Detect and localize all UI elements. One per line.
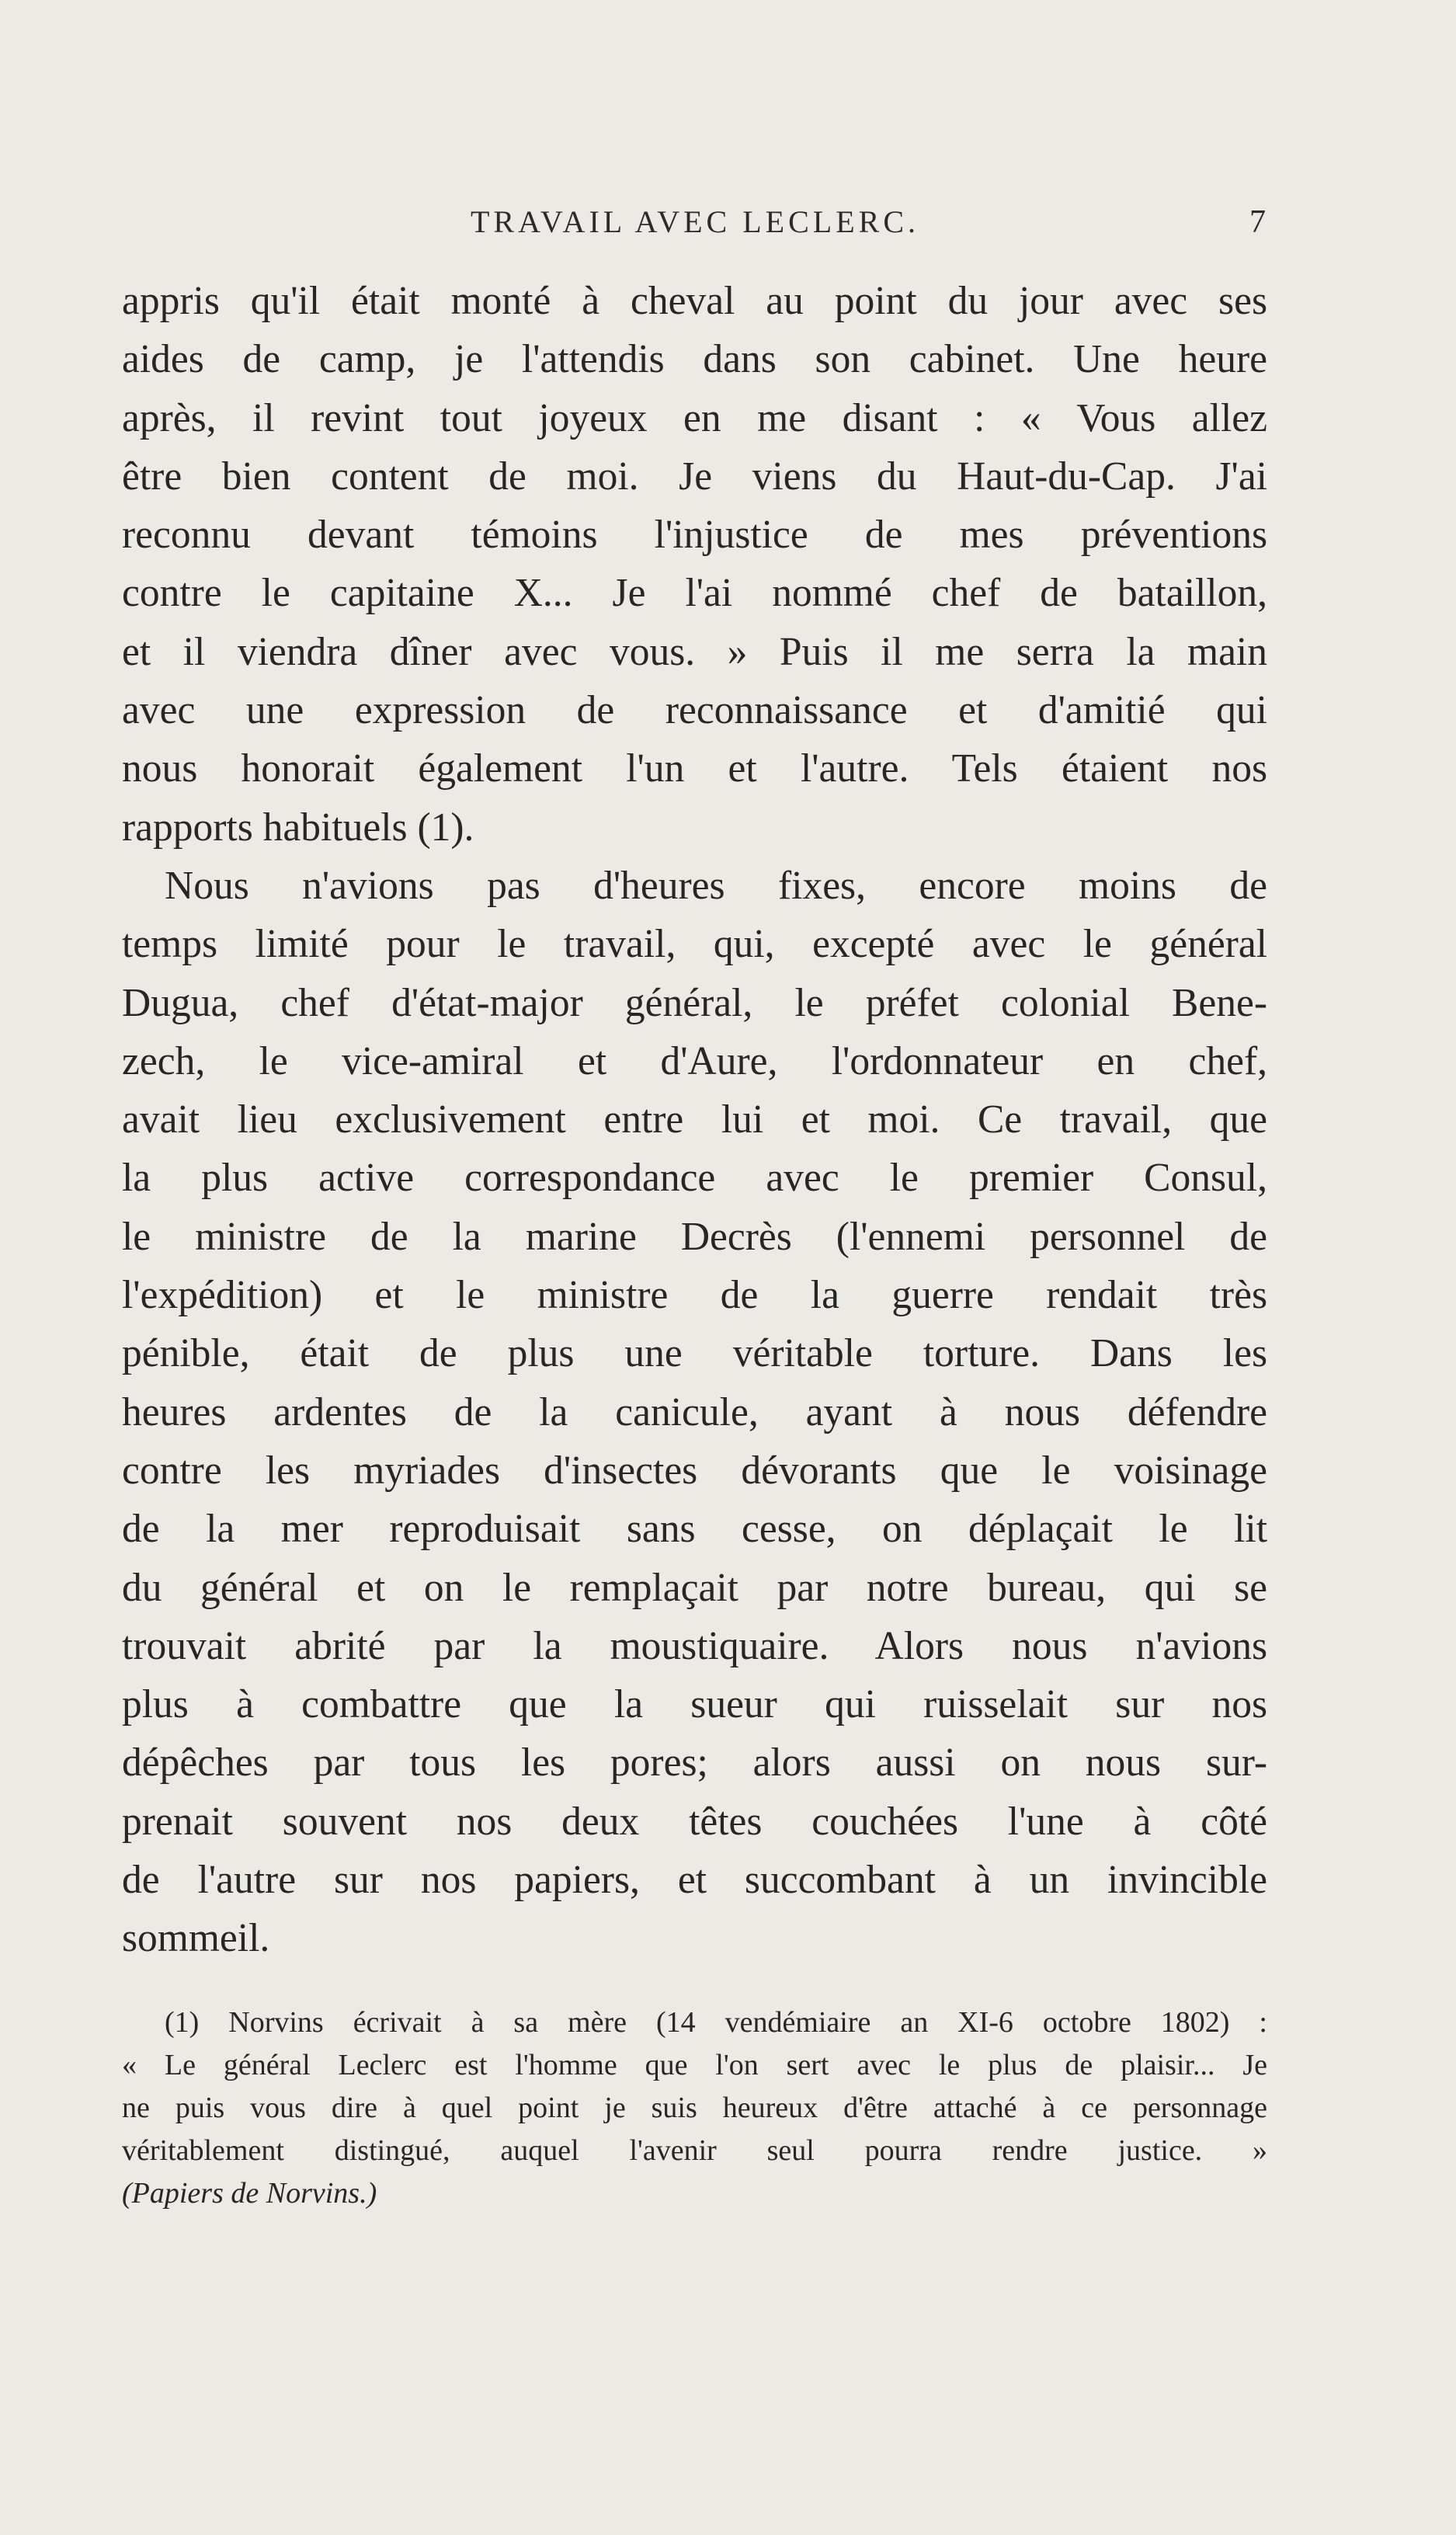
text-line: de l'autre sur nos papiers, et succombant à un invincible bbox=[122, 1858, 1267, 1903]
text-line: Dugua, chef d'état-major général, le préfet colonial Bene- bbox=[122, 980, 1267, 1025]
text-line: temps limité pour le travail, qui, excepté avec le général bbox=[122, 922, 1267, 967]
text-line: être bien content de moi. Je viens du Haut-du-Cap. J'ai bbox=[122, 454, 1267, 499]
footnote-line: (1) Norvins écrivait à sa mère (14 vendémiaire an XI-6 octobre 1802) : bbox=[165, 2006, 1267, 2039]
text-line: de la mer reproduisait sans cesse, on déplaçait le lit bbox=[122, 1507, 1267, 1552]
text-line: trouvait abrité par la moustiquaire. Alors nous n'avions bbox=[122, 1623, 1267, 1668]
text-line: sommeil. bbox=[122, 1916, 270, 1961]
text-line: Nous n'avions pas d'heures fixes, encore moins de bbox=[165, 863, 1267, 908]
text-line: la plus active correspondance avec le premier Consul, bbox=[122, 1156, 1267, 1201]
footnote bbox=[122, 2001, 1267, 2215]
text-line: reconnu devant témoins l'injustice de mes préventions bbox=[122, 513, 1267, 558]
footnote-source: (Papiers de Norvins.) bbox=[122, 2177, 377, 2210]
text-line: dépêches par tous les pores; alors aussi on nous sur- bbox=[122, 1740, 1267, 1786]
text-line: du général et on le remplaçait par notre bureau, qui se bbox=[122, 1565, 1267, 1610]
text-line: après, il revint tout joyeux en me disant : « Vous allez bbox=[122, 395, 1267, 440]
text-line: avec une expression de reconnaissance et d'amitié qui bbox=[122, 688, 1267, 733]
footnote-line: « Le général Leclerc est l'homme que l'on sert avec le plus de plaisir... Je bbox=[122, 2049, 1267, 2081]
text-line: heures ardentes de la canicule, ayant à nous défendre bbox=[122, 1389, 1267, 1434]
text-line: rapports habituels (1). bbox=[122, 805, 474, 850]
text-line: avait lieu exclusivement entre lui et moi. Ce travail, que bbox=[122, 1097, 1267, 1142]
main-text bbox=[122, 272, 1267, 1968]
text-line: appris qu'il était monté à cheval au point du jour avec ses bbox=[122, 279, 1267, 323]
text-line: contre le capitaine X... Je l'ai nommé chef de bataillon, bbox=[122, 571, 1267, 616]
page-number: 7 bbox=[1249, 204, 1266, 240]
text-line: aides de camp, je l'attendis dans son cabinet. Une heure bbox=[122, 337, 1267, 382]
text-line: zech, le vice-amiral et d'Aure, l'ordonnateur en chef, bbox=[122, 1038, 1267, 1083]
text-line: contre les myriades d'insectes dévorants que le voisinage bbox=[122, 1448, 1267, 1493]
text-line: plus à combattre que la sueur qui ruisselait sur nos bbox=[122, 1682, 1267, 1727]
text-line: l'expédition) et le ministre de la guerre rendait très bbox=[122, 1273, 1267, 1318]
running-title: TRAVAIL AVEC LECLERC. bbox=[470, 204, 920, 239]
text-line: nous honorait également l'un et l'autre. Tels étaient nos bbox=[122, 746, 1267, 791]
footnote-line: véritablement distingué, auquel l'avenir seul pourra rendre justice. » bbox=[122, 2134, 1267, 2167]
text-line: prenait souvent nos deux têtes couchées l'une à côté bbox=[122, 1799, 1267, 1844]
text-line: pénible, était de plus une véritable torture. Dans les bbox=[122, 1331, 1267, 1376]
text-line: le ministre de la marine Decrès (l'ennemi personnel de bbox=[122, 1214, 1267, 1259]
page-header bbox=[124, 203, 1266, 250]
footnote-line: ne puis vous dire à quel point je suis heureux d'être attaché à ce personnage bbox=[122, 2092, 1267, 2124]
text-line: et il viendra dîner avec vous. » Puis il me serra la main bbox=[122, 629, 1267, 674]
